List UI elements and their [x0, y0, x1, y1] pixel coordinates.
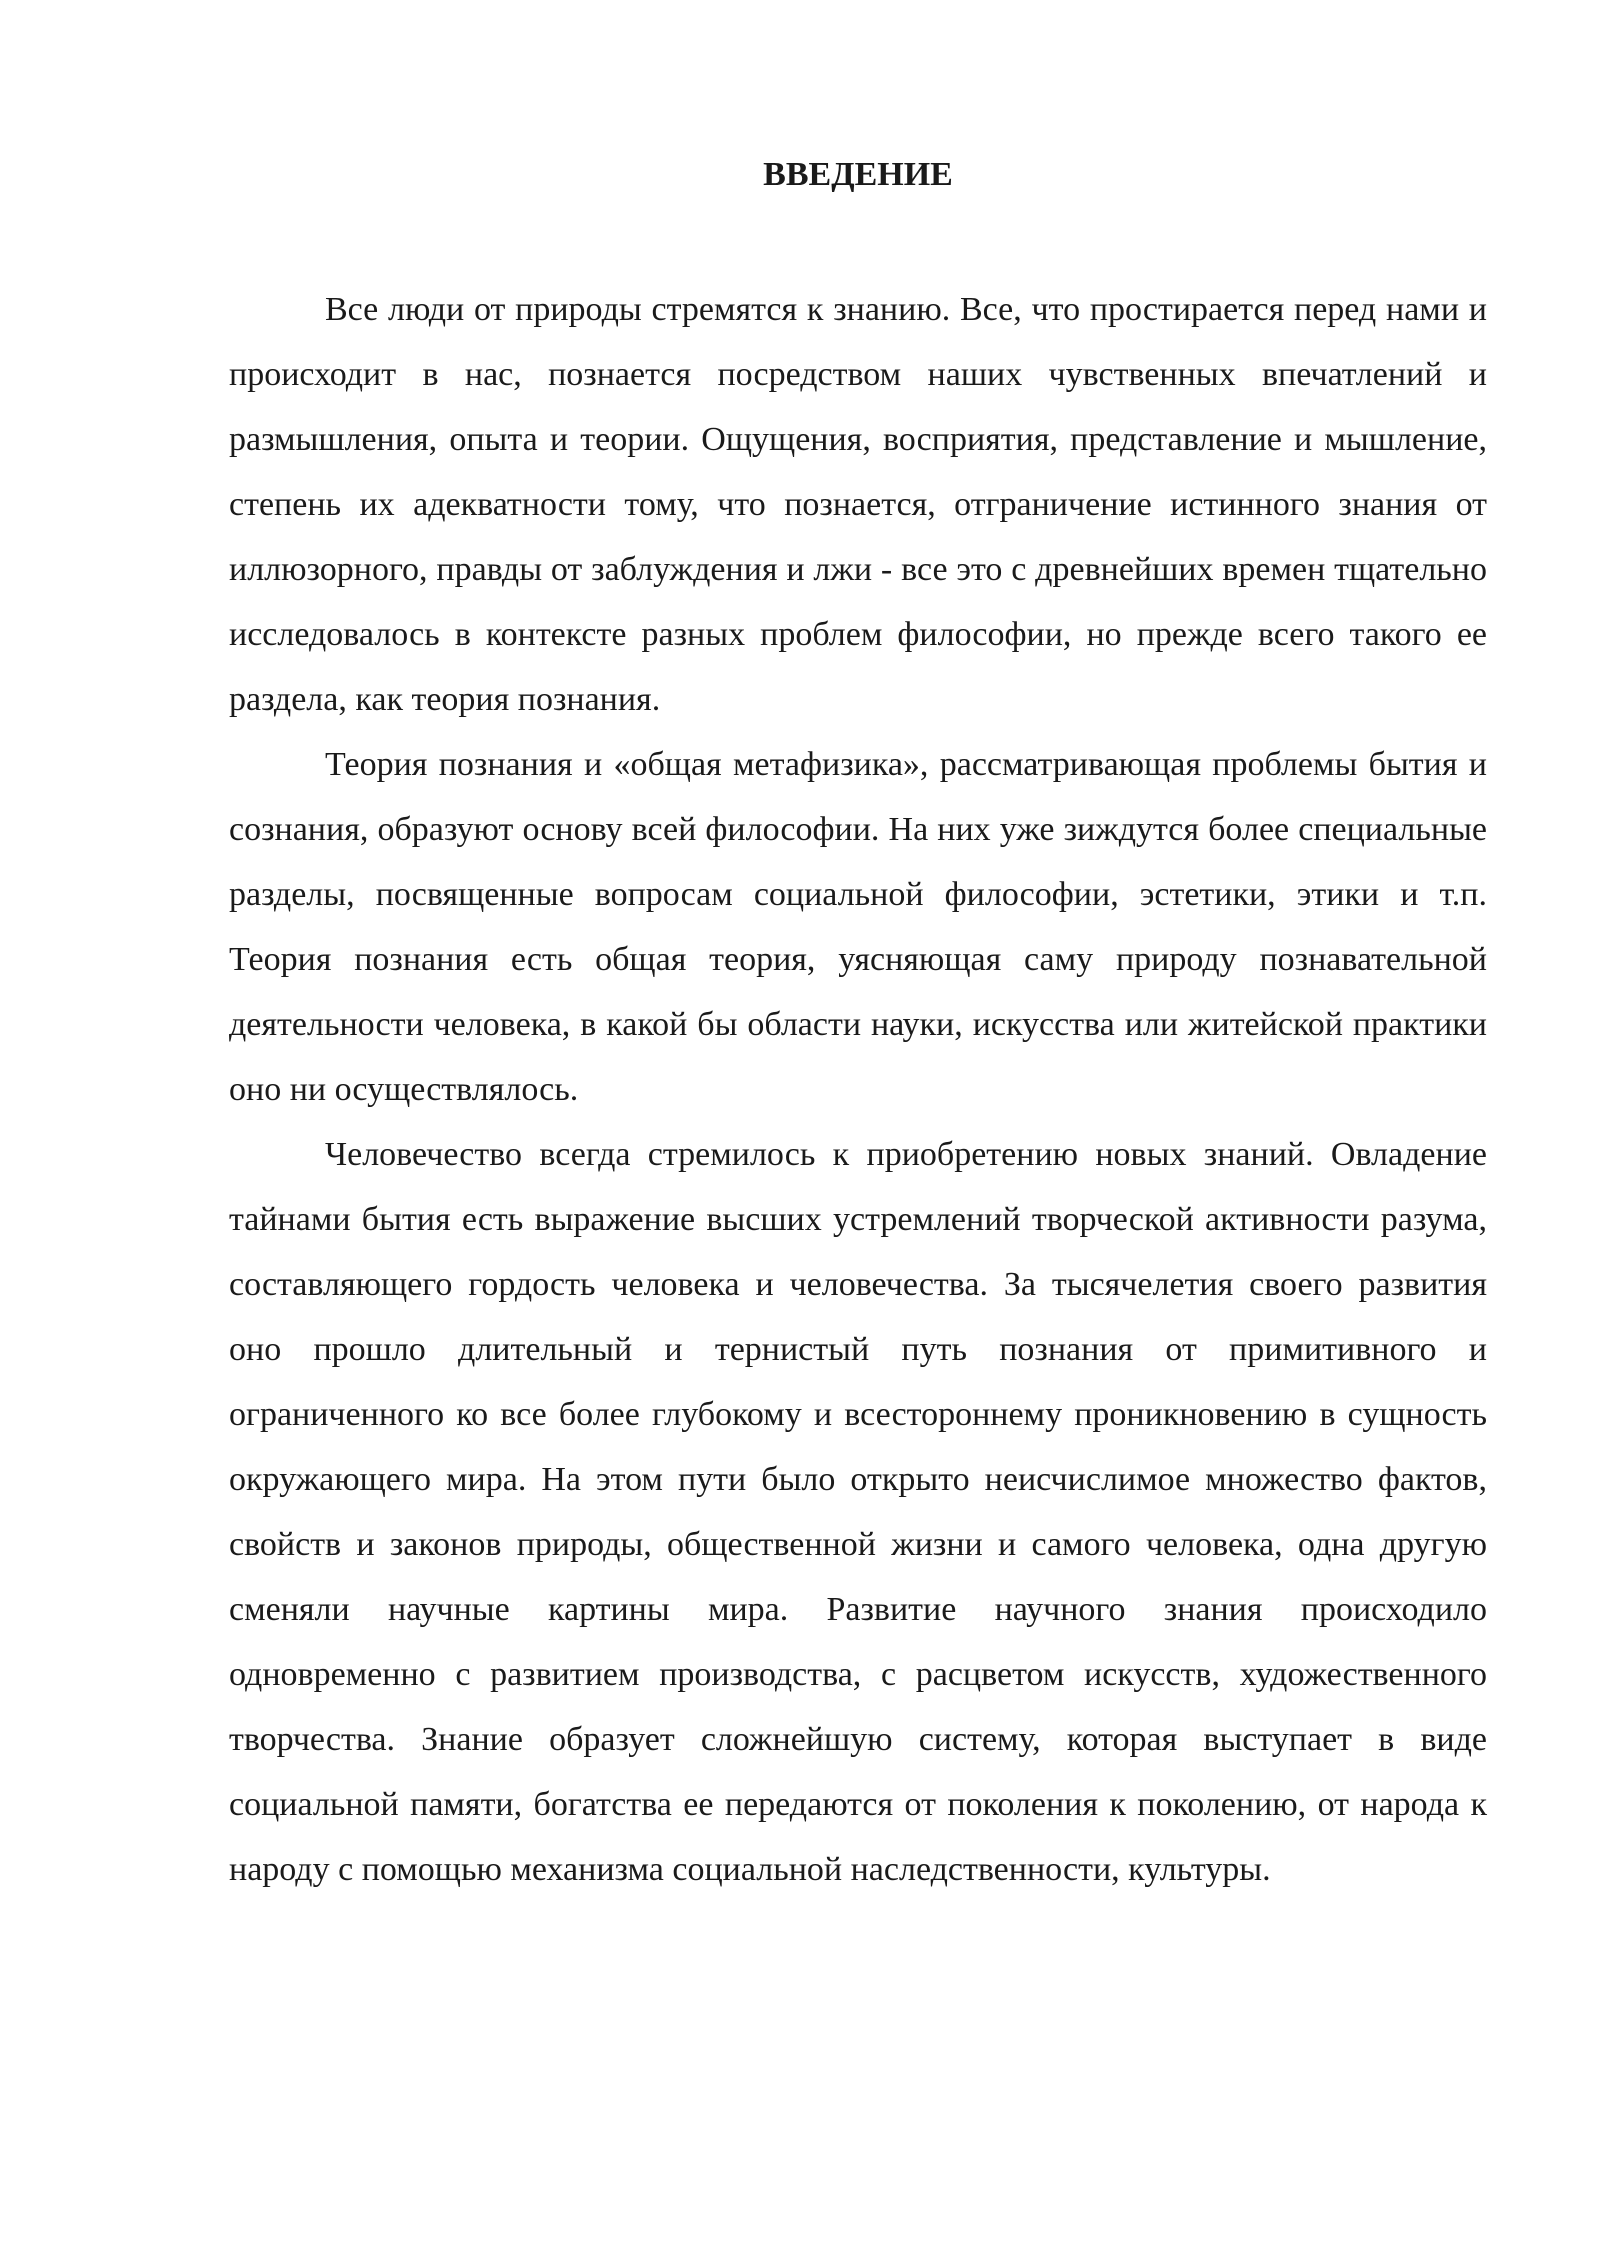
paragraph-2: Теория познания и «общая метафизика», рассматривающая проблемы бытия и сознания, образуют основу всей философии. На них уже зиждутся более специальные разделы, посвященные вопросам социальной философии, эстетики, этики и т.п. Теория познания есть общая теория, уясняющая саму природу познавательной деятельности человека, в какой бы области науки, искусства или житейской практики оно ни осуществлялось.	[229, 746, 1487, 1108]
paragraph-3: Человечество всегда стремилось к приобретению новых знаний. Овладение тайнами бытия есть выражение высших устремлений творческой активности разума, составляющего гордость человека и человечества. За тысячелетия своего развития оно прошло длительный и тернистый путь познания от примитивного и ограниченного ко все более глубокому и всестороннему проникновению в сущность окружающего мира. На этом пути было открыто неисчислимое множество фактов, свойств и законов природы, общественной жизни и самого человека, одна другую сменяли научные картины мира. Развитие научного знания происходило одновременно с развитием производства, с расцветом искусств, художественного творчества. Знание образует сложнейшую систему, которая выступает в виде социальной памяти, богатства ее передаются от поколения к поколению, от народа к народу с помощью механизма социальной наследственности, культуры.	[229, 1136, 1487, 1888]
page-content	[229, 150, 1487, 1902]
page-title: ВВЕДЕНИЕ	[763, 156, 953, 193]
paragraph-1: Все люди от природы стремятся к знанию. Все, что простирается перед нами и происходит в нас, познается посредством наших чувственных впечатлений и размышления, опыта и теории. Ощущения, восприятия, представление и мышление, степень их адекватности тому, что познается, отграничение истинного знания от иллюзорного, правды от заблуждения и лжи - все это с древнейших времен тщательно исследовалось в контексте разных проблем философии, но прежде всего такого ее раздела, как теория познания.	[229, 291, 1487, 718]
